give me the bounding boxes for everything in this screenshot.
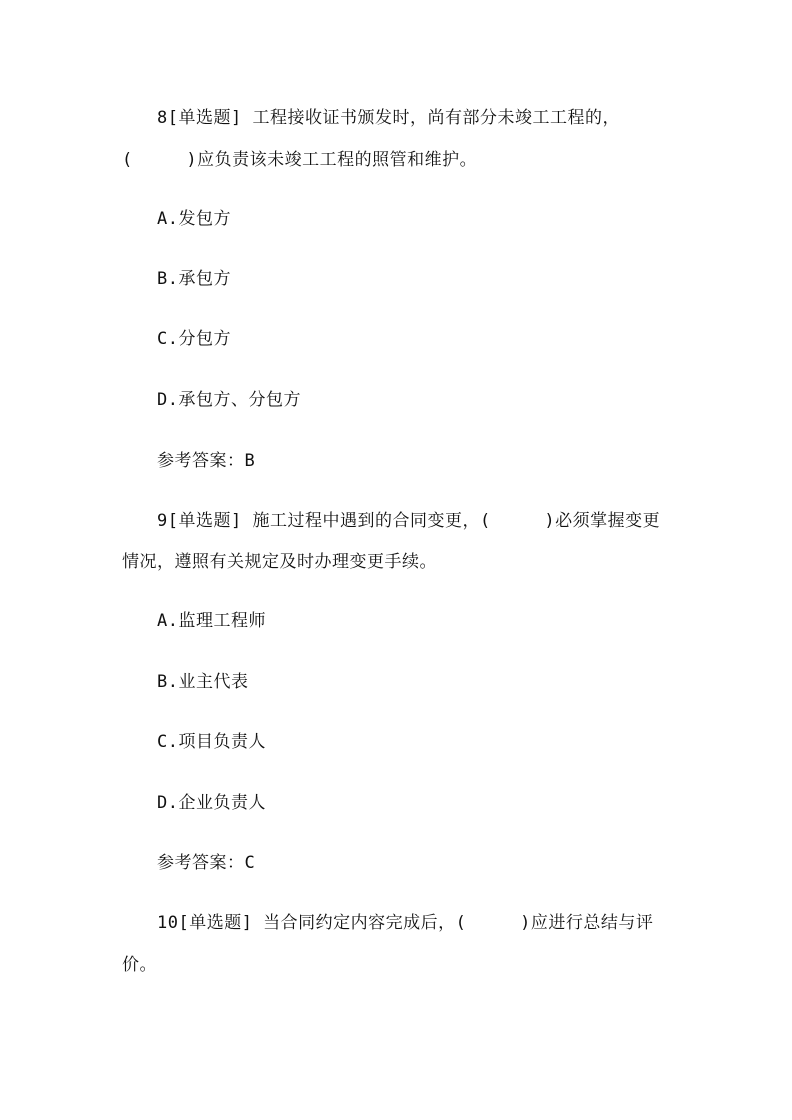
question-10-stem-line1: 10[单选题] 当合同约定内容完成后，( )应进行总结与评	[157, 913, 654, 933]
question-9-stem-line2: 情况，遵照有关规定及时办理变更手续。	[122, 552, 437, 572]
question-8-stem-line2: ( )应负责该未竣工工程的照管和维护。	[122, 150, 478, 170]
question-10-stem-line2: 价。	[122, 955, 157, 975]
question-8-option-b: B.承包方	[157, 269, 231, 289]
question-8-answer: 参考答案：B	[157, 451, 256, 471]
question-8-stem-line1: 8[单选题] 工程接收证书颁发时，尚有部分未竣工工程的，	[157, 108, 620, 128]
question-8-option-d: D.承包方、分包方	[157, 390, 301, 410]
question-8-option-a: A.发包方	[157, 209, 231, 229]
question-8-option-c: C.分包方	[157, 329, 231, 349]
question-9-option-c: C.项目负责人	[157, 732, 266, 752]
question-9-option-a: A.监理工程师	[157, 611, 266, 631]
question-9-stem-line1: 9[单选题] 施工过程中遇到的合同变更，( )必须掌握变更	[157, 511, 661, 531]
question-9-option-b: B.业主代表	[157, 672, 249, 692]
question-9-answer: 参考答案：C	[157, 853, 256, 873]
question-9-option-d: D.企业负责人	[157, 793, 266, 813]
